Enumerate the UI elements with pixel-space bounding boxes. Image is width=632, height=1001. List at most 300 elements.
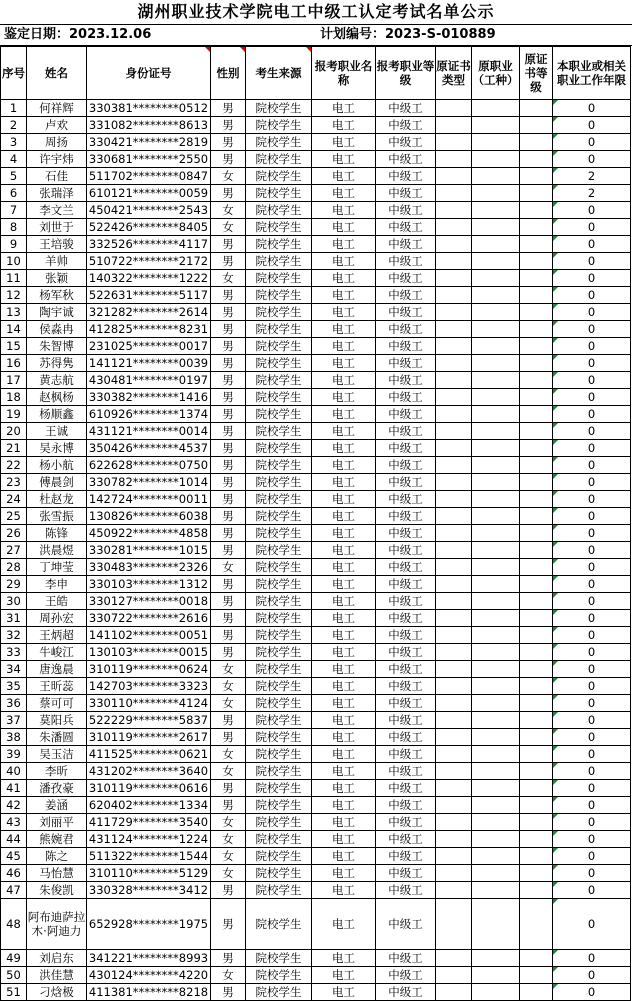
table-cell: 院校学生 — [246, 355, 312, 372]
table-cell: 杜赵龙 — [27, 491, 87, 508]
table-cell: 羊帅 — [27, 253, 87, 270]
table-cell: 石佳 — [27, 168, 87, 185]
table-cell: 女 — [211, 559, 246, 576]
table-cell: 李申 — [27, 576, 87, 593]
table-cell — [520, 355, 553, 372]
table-cell: 电工 — [312, 542, 376, 559]
table-row — [1, 559, 631, 576]
table-cell — [520, 967, 553, 984]
table-cell — [520, 695, 553, 712]
table-cell — [520, 151, 553, 168]
table-cell: 330722********2616 — [87, 610, 211, 627]
table-cell — [472, 338, 520, 355]
table-cell — [436, 253, 472, 270]
table-cell — [436, 100, 472, 117]
table-cell: 412825********8231 — [87, 321, 211, 338]
table-cell — [520, 457, 553, 474]
cell-marker-icon — [553, 185, 558, 190]
table-cell: 7 — [1, 202, 27, 219]
table-cell — [472, 372, 520, 389]
table-cell — [520, 950, 553, 967]
table-cell — [520, 321, 553, 338]
table-cell — [520, 338, 553, 355]
table-cell — [520, 423, 553, 440]
table-cell: 电工 — [312, 644, 376, 661]
table-cell: 中级工 — [376, 321, 436, 338]
table-cell — [472, 644, 520, 661]
table-cell: 34 — [1, 661, 27, 678]
table-cell — [520, 253, 553, 270]
table-cell: 2 — [553, 168, 631, 185]
table-cell: 电工 — [312, 406, 376, 423]
table-cell: 男 — [211, 525, 246, 542]
table-row — [1, 644, 631, 661]
table-cell — [436, 236, 472, 253]
table-cell: 0 — [553, 338, 631, 355]
table-cell: 男 — [211, 712, 246, 729]
table-cell — [520, 559, 553, 576]
table-cell: 院校学生 — [246, 865, 312, 882]
table-cell: 0 — [553, 831, 631, 848]
table-cell: 中级工 — [376, 984, 436, 1001]
table-cell: 中级工 — [376, 865, 436, 882]
table-cell: 男 — [211, 644, 246, 661]
table-cell: 3 — [1, 134, 27, 151]
table-cell: 0 — [553, 321, 631, 338]
table-cell: 男 — [211, 457, 246, 474]
header-cell: 身份证号 — [87, 47, 211, 100]
table-cell: 电工 — [312, 236, 376, 253]
table-row — [1, 814, 631, 831]
table-cell: 院校学生 — [246, 712, 312, 729]
table-cell: 男 — [211, 117, 246, 134]
table-cell: 男 — [211, 185, 246, 202]
table-cell — [436, 321, 472, 338]
table-cell: 510722********2172 — [87, 253, 211, 270]
table-cell: 5 — [1, 168, 27, 185]
table-cell — [436, 797, 472, 814]
table-cell: 丁坤莹 — [27, 559, 87, 576]
table-cell: 电工 — [312, 865, 376, 882]
table-cell — [472, 559, 520, 576]
table-cell — [436, 729, 472, 746]
table-cell: 男 — [211, 355, 246, 372]
table-cell: 中级工 — [376, 100, 436, 117]
table-cell — [520, 100, 553, 117]
table-cell — [436, 814, 472, 831]
table-cell: 0 — [553, 151, 631, 168]
cell-marker-icon — [553, 644, 558, 649]
table-cell: 电工 — [312, 763, 376, 780]
table-cell: 电工 — [312, 253, 376, 270]
table-cell: 0 — [553, 440, 631, 457]
table-cell — [436, 406, 472, 423]
table-cell: 中级工 — [376, 168, 436, 185]
table-cell: 0 — [553, 780, 631, 797]
cell-marker-icon — [553, 491, 558, 496]
table-cell — [520, 287, 553, 304]
cell-marker-icon — [553, 593, 558, 598]
table-cell: 0 — [553, 508, 631, 525]
cell-marker-icon — [553, 882, 558, 887]
table-cell: 男 — [211, 389, 246, 406]
cell-marker-icon — [553, 355, 558, 360]
table-cell — [520, 814, 553, 831]
table-cell: 张雪振 — [27, 508, 87, 525]
table-cell: 院校学生 — [246, 661, 312, 678]
table-cell: 0 — [553, 202, 631, 219]
table-cell — [472, 151, 520, 168]
table-cell: 男 — [211, 576, 246, 593]
table-cell: 男 — [211, 610, 246, 627]
table-cell: 院校学生 — [246, 848, 312, 865]
table-cell: 0 — [553, 423, 631, 440]
table-cell: 电工 — [312, 729, 376, 746]
cell-marker-icon — [553, 151, 558, 156]
table-cell: 男 — [211, 984, 246, 1001]
table-cell — [520, 610, 553, 627]
table-cell: 杨顺鑫 — [27, 406, 87, 423]
table-cell: 电工 — [312, 100, 376, 117]
table-cell: 411381********8218 — [87, 984, 211, 1001]
table-cell: 0 — [553, 882, 631, 899]
table-cell: 450922********4858 — [87, 525, 211, 542]
table-cell: 29 — [1, 576, 27, 593]
table-cell: 14 — [1, 321, 27, 338]
table-cell — [472, 576, 520, 593]
table-cell: 0 — [553, 287, 631, 304]
table-cell: 0 — [553, 848, 631, 865]
table-row — [1, 848, 631, 865]
table-cell: 院校学生 — [246, 491, 312, 508]
table-cell: 院校学生 — [246, 763, 312, 780]
table-cell: 电工 — [312, 168, 376, 185]
table-cell: 中级工 — [376, 134, 436, 151]
table-row — [1, 695, 631, 712]
table-row — [1, 610, 631, 627]
table-cell: 电工 — [312, 440, 376, 457]
table-cell: 43 — [1, 814, 27, 831]
table-cell: 0 — [553, 627, 631, 644]
table-cell: 苏得隽 — [27, 355, 87, 372]
table-cell: 男 — [211, 134, 246, 151]
table-cell — [520, 780, 553, 797]
table-cell: 女 — [211, 848, 246, 865]
table-cell: 0 — [553, 865, 631, 882]
table-row — [1, 729, 631, 746]
table-cell — [472, 593, 520, 610]
table-cell: 刘启东 — [27, 950, 87, 967]
table-cell: 0 — [553, 593, 631, 610]
table-cell — [436, 576, 472, 593]
table-cell — [436, 763, 472, 780]
table-cell: 院校学生 — [246, 984, 312, 1001]
table-cell: 电工 — [312, 746, 376, 763]
table-row — [1, 134, 631, 151]
cell-marker-icon — [553, 440, 558, 445]
table-cell: 中级工 — [376, 746, 436, 763]
table-cell: 院校学生 — [246, 525, 312, 542]
table-row — [1, 185, 631, 202]
table-cell: 院校学生 — [246, 219, 312, 236]
table-cell: 男 — [211, 729, 246, 746]
comment-marker-icon — [240, 47, 245, 52]
table-cell: 王诚 — [27, 423, 87, 440]
table-cell: 0 — [553, 678, 631, 695]
table-cell: 电工 — [312, 882, 376, 899]
cell-marker-icon — [553, 372, 558, 377]
table-row — [1, 967, 631, 984]
table-row — [1, 457, 631, 474]
table-cell: 中级工 — [376, 270, 436, 287]
table-cell: 院校学生 — [246, 168, 312, 185]
table-cell: 25 — [1, 508, 27, 525]
table-cell: 院校学生 — [246, 593, 312, 610]
table-cell: 院校学生 — [246, 610, 312, 627]
table-cell: 阿布迪萨拉木·阿迪力 — [27, 899, 87, 950]
table-cell: 431121********0014 — [87, 423, 211, 440]
table-cell: 16 — [1, 355, 27, 372]
table-cell: 潘孜豪 — [27, 780, 87, 797]
table-cell: 院校学生 — [246, 270, 312, 287]
table-cell: 男 — [211, 406, 246, 423]
table-cell: 侯淼冉 — [27, 321, 87, 338]
table-cell — [472, 100, 520, 117]
table-cell — [472, 457, 520, 474]
table-cell: 院校学生 — [246, 389, 312, 406]
table-cell: 0 — [553, 899, 631, 950]
table-cell: 0 — [553, 270, 631, 287]
cell-marker-icon — [553, 168, 558, 173]
table-cell: 0 — [553, 491, 631, 508]
table-row — [1, 372, 631, 389]
cell-marker-icon — [553, 678, 558, 683]
table-cell: 电工 — [312, 525, 376, 542]
table-cell: 院校学生 — [246, 644, 312, 661]
table-cell: 0 — [553, 253, 631, 270]
table-cell: 40 — [1, 763, 27, 780]
table-cell — [436, 457, 472, 474]
header-cell: 本职业或相关职业工作年限 — [553, 47, 631, 100]
table-cell: 院校学生 — [246, 423, 312, 440]
table-cell: 中级工 — [376, 525, 436, 542]
table-cell: 331082********8613 — [87, 117, 211, 134]
table-cell: 院校学生 — [246, 695, 312, 712]
table-cell: 院校学生 — [246, 559, 312, 576]
table-cell: 51 — [1, 984, 27, 1001]
table-cell: 中级工 — [376, 440, 436, 457]
table-cell: 中级工 — [376, 457, 436, 474]
table-row — [1, 202, 631, 219]
table-cell: 中级工 — [376, 712, 436, 729]
header-cell: 性别 — [211, 47, 246, 100]
table-cell: 院校学生 — [246, 117, 312, 134]
table-cell: 院校学生 — [246, 100, 312, 117]
table-cell: 电工 — [312, 202, 376, 219]
table-cell: 45 — [1, 848, 27, 865]
table-cell: 女 — [211, 168, 246, 185]
table-cell: 刘丽平 — [27, 814, 87, 831]
table-body — [1, 100, 631, 1001]
table-cell: 431202********3640 — [87, 763, 211, 780]
table-cell: 男 — [211, 236, 246, 253]
table-row — [1, 780, 631, 797]
table-row — [1, 661, 631, 678]
table-cell: 0 — [553, 372, 631, 389]
table-cell: 142703********3323 — [87, 678, 211, 695]
table-cell: 女 — [211, 831, 246, 848]
table-cell — [520, 270, 553, 287]
table-cell: 院校学生 — [246, 185, 312, 202]
table-cell — [520, 406, 553, 423]
table-cell: 24 — [1, 491, 27, 508]
table-cell: 50 — [1, 967, 27, 984]
table-cell: 王培骏 — [27, 236, 87, 253]
table-cell — [520, 372, 553, 389]
table-cell: 411729********3540 — [87, 814, 211, 831]
table-cell: 0 — [553, 304, 631, 321]
table-cell: 中级工 — [376, 831, 436, 848]
table-cell: 院校学生 — [246, 440, 312, 457]
table-cell: 33 — [1, 644, 27, 661]
table-cell: 男 — [211, 542, 246, 559]
table-cell — [436, 287, 472, 304]
table-cell: 35 — [1, 678, 27, 695]
table-cell — [472, 661, 520, 678]
cell-marker-icon — [553, 610, 558, 615]
table-cell: 中级工 — [376, 117, 436, 134]
table-cell: 中级工 — [376, 644, 436, 661]
table-cell: 女 — [211, 695, 246, 712]
table-cell: 0 — [553, 984, 631, 1001]
table-cell: 6 — [1, 185, 27, 202]
table-cell — [436, 780, 472, 797]
table-cell — [520, 831, 553, 848]
table-cell: 22 — [1, 457, 27, 474]
table-cell — [436, 474, 472, 491]
table-cell: 电工 — [312, 474, 376, 491]
table-cell: 330681********2550 — [87, 151, 211, 168]
table-cell — [472, 491, 520, 508]
table-cell: 院校学生 — [246, 746, 312, 763]
table-cell: 21 — [1, 440, 27, 457]
table-cell: 中级工 — [376, 899, 436, 950]
table-cell: 18 — [1, 389, 27, 406]
table-cell — [436, 185, 472, 202]
table-cell — [436, 270, 472, 287]
table-cell: 男 — [211, 882, 246, 899]
table-cell: 电工 — [312, 797, 376, 814]
table-cell: 中级工 — [376, 491, 436, 508]
table-cell: 电工 — [312, 321, 376, 338]
table-cell: 0 — [553, 814, 631, 831]
table-cell: 朱智博 — [27, 338, 87, 355]
table-cell: 院校学生 — [246, 967, 312, 984]
table-cell: 中级工 — [376, 797, 436, 814]
table-row — [1, 100, 631, 117]
table-cell: 中级工 — [376, 508, 436, 525]
table-cell — [520, 508, 553, 525]
table-cell: 中级工 — [376, 202, 436, 219]
table-cell — [436, 627, 472, 644]
table-row — [1, 627, 631, 644]
table-cell: 28 — [1, 559, 27, 576]
table-cell: 330483********2326 — [87, 559, 211, 576]
table-cell: 0 — [553, 457, 631, 474]
table-cell — [520, 848, 553, 865]
cell-marker-icon — [553, 831, 558, 836]
table-cell — [520, 712, 553, 729]
table-cell: 院校学生 — [246, 576, 312, 593]
table-cell — [472, 474, 520, 491]
table-cell: 莫阳兵 — [27, 712, 87, 729]
table-cell: 电工 — [312, 814, 376, 831]
table-cell: 院校学生 — [246, 814, 312, 831]
table-cell — [520, 474, 553, 491]
table-row — [1, 440, 631, 457]
table-cell: 吴永博 — [27, 440, 87, 457]
table-cell: 院校学生 — [246, 304, 312, 321]
table-cell: 中级工 — [376, 780, 436, 797]
date-label: 鉴定日期：2023.12.06 — [4, 27, 152, 42]
table-cell — [436, 508, 472, 525]
table-row — [1, 321, 631, 338]
table-cell: 20 — [1, 423, 27, 440]
table-cell: 卢欢 — [27, 117, 87, 134]
table-cell: 0 — [553, 729, 631, 746]
table-cell: 电工 — [312, 389, 376, 406]
table-cell: 院校学生 — [246, 372, 312, 389]
table-cell — [436, 491, 472, 508]
table-cell: 何祥辉 — [27, 100, 87, 117]
table-cell: 4 — [1, 151, 27, 168]
table-cell — [472, 287, 520, 304]
cell-marker-icon — [553, 746, 558, 751]
table-cell: 130103********0015 — [87, 644, 211, 661]
table-cell — [520, 661, 553, 678]
table-cell: 350426********4537 — [87, 440, 211, 457]
table-cell — [472, 814, 520, 831]
table-cell: 电工 — [312, 984, 376, 1001]
table-row — [1, 746, 631, 763]
table-cell: 电工 — [312, 576, 376, 593]
table-cell: 330382********1416 — [87, 389, 211, 406]
header-cell: 报考职业名称 — [312, 47, 376, 100]
table-cell: 中级工 — [376, 151, 436, 168]
table-cell: 32 — [1, 627, 27, 644]
table-cell: 中级工 — [376, 576, 436, 593]
table-row — [1, 984, 631, 1001]
cell-marker-icon — [553, 967, 558, 972]
table-cell: 0 — [553, 797, 631, 814]
header-cell: 姓名 — [27, 47, 87, 100]
table-cell: 0 — [553, 134, 631, 151]
cell-marker-icon — [553, 899, 558, 904]
table-cell: 男 — [211, 100, 246, 117]
table-cell: 中级工 — [376, 967, 436, 984]
table-cell: 男 — [211, 491, 246, 508]
table-cell — [520, 542, 553, 559]
table-cell: 26 — [1, 525, 27, 542]
table-cell: 0 — [553, 236, 631, 253]
table-cell: 王昕蕊 — [27, 678, 87, 695]
table-cell — [436, 593, 472, 610]
table-cell: 中级工 — [376, 542, 436, 559]
table-cell: 电工 — [312, 117, 376, 134]
table-cell — [436, 950, 472, 967]
table-cell: 电工 — [312, 219, 376, 236]
table-cell: 男 — [211, 253, 246, 270]
